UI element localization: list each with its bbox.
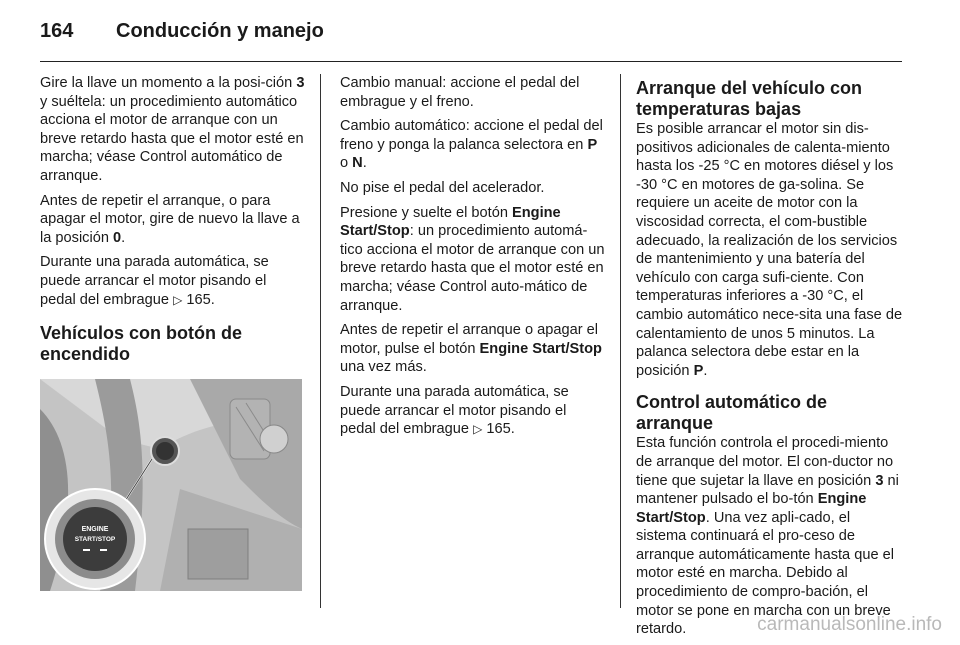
page-number: 164 xyxy=(40,20,74,42)
paragraph: Cambio automático: accione el pedal del freno y ponga la palanca selectora en P o N. xyxy=(340,118,603,172)
column-2 xyxy=(340,74,606,445)
start-stop-button-label: START/STOP xyxy=(74,536,116,544)
header-rule xyxy=(40,61,902,62)
paragraph: Antes de repetir el arranque, o para apagar el motor, gire de nuevo la llave a la posición 0. xyxy=(40,192,300,246)
section-heading: Control automático de arranque xyxy=(636,392,828,434)
engine-button-label: ENGINE xyxy=(81,526,109,534)
watermark: carmanualsonline.info xyxy=(757,614,942,635)
paragraph: Antes de repetir el arranque o apagar el motor, pulse el botón Engine Start/Stop una vez más. xyxy=(340,322,602,376)
page-header xyxy=(40,12,922,52)
paragraph: Es posible arrancar el motor sin dis-positivos adicionales de calenta-miento hasta los -25 °C en motores diésel y los -30 °C en motores de ga-solina. Se requiere un aceite de motor con la viscosidad correcta, el com-bustible adecuado, la realización de los servicios de mantenimiento y una batería del vehículo con carga sufi-ciente. Con temperaturas inferiores a -30 °C, el cambio automático nece-sita una fase de calentamiento de unos 5 minutos. La palanca selectora debe estar en la posición P. xyxy=(636,121,903,379)
column-divider-2 xyxy=(620,74,621,608)
column-1 xyxy=(40,74,306,591)
paragraph: Cambio manual: accione el pedal del embrague y el freno. xyxy=(340,75,580,110)
column-3 xyxy=(636,74,904,645)
paragraph: Gire la llave un momento a la posi-ción 3 y suéltela: un procedimiento automático acciona el motor de arranque con un breve retardo hasta que el motor esté en marcha; véase Control automático de arranque. xyxy=(40,75,305,184)
paragraph: Esta función controla el procedi-miento de arranque del motor. El con-ductor no tiene que sujetar la llave en posición 3 ni mantener pulsado el bo-tón Engine Start/Stop. Una vez apli-cado, el sistema continuará el pro-ceso de arranque automáticamente hasta que el motor esté en marcha. Debido al procedimiento de compro-bación, el motor se pone en marcha con un breve retardo. xyxy=(636,435,899,638)
section-heading: Vehículos con botón de encendido xyxy=(40,323,243,365)
paragraph: Presione y suelte el botón Engine Start/Stop: un procedimiento automá-tico acciona el motor de arranque con un breve retardo hasta que el motor esté en marcha; véase Control auto-mático de arranque. xyxy=(340,204,605,314)
section-heading: Arranque del vehículo con temperaturas bajas xyxy=(636,78,863,119)
paragraph: No pise el pedal del acelerador. xyxy=(340,179,545,196)
page-title: Conducción y manejo xyxy=(116,20,324,42)
dashboard-illustration xyxy=(40,379,302,591)
column-divider-1 xyxy=(320,74,321,608)
paragraph: Durante una parada automática, se puede arrancar el motor pisando el pedal del embrague ▷ 165. xyxy=(340,383,569,438)
paragraph: Durante una parada automática, se puede arrancar el motor pisando el pedal del embrague ▷ 165. xyxy=(40,254,269,308)
page-ref-arrow-icon: ▷ xyxy=(173,292,183,307)
page-ref-arrow-icon: ▷ xyxy=(473,422,483,437)
engine-start-stop-figure xyxy=(40,379,302,591)
